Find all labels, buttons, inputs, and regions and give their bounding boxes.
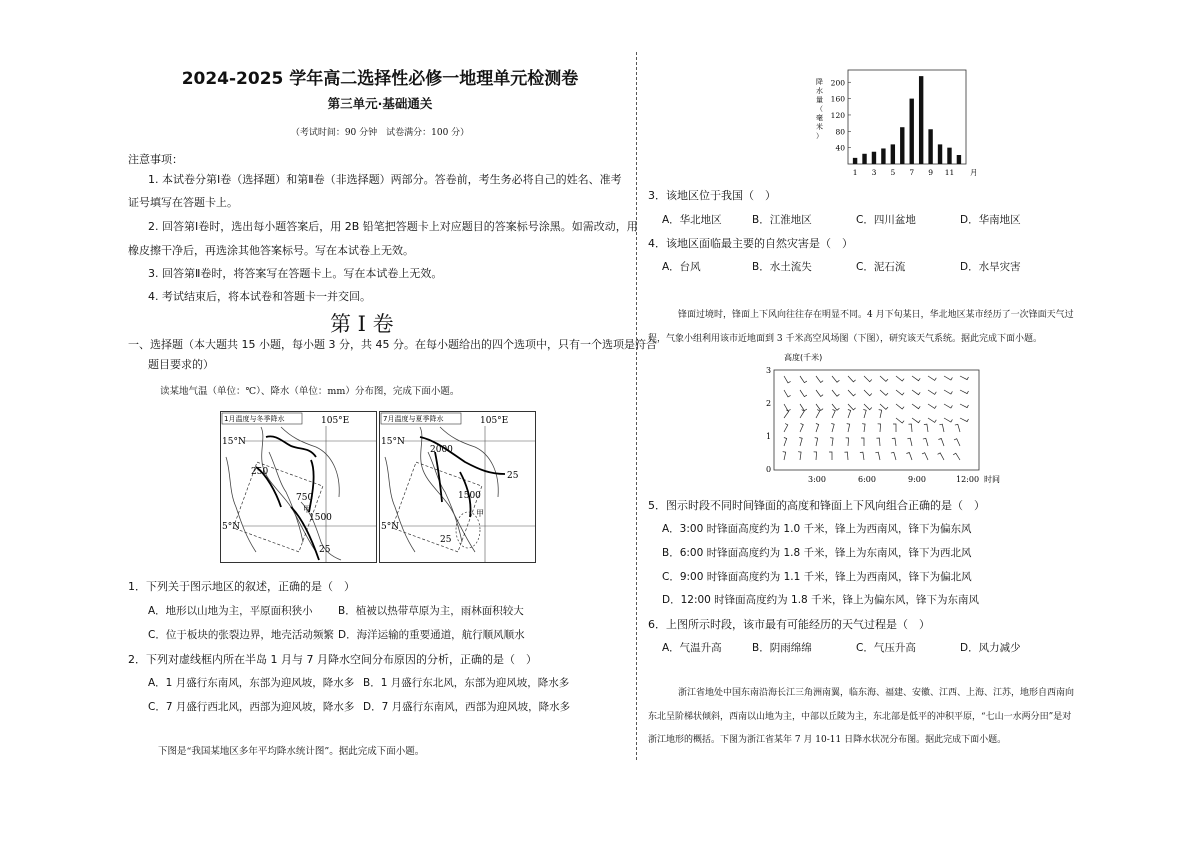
question-2-stem: 2．下列对虚线框内所在半岛 1 月与 7 月降水空间分布原因的分析，正确的是（ ） xyxy=(128,653,537,666)
wind-barb xyxy=(860,452,864,460)
y-axis-label: 毫 xyxy=(816,114,823,122)
svg-text:时间: 时间 xyxy=(984,475,1000,484)
question-6-option-d[interactable]: D．风力减少 xyxy=(960,642,1021,654)
wind-barb xyxy=(892,438,896,446)
wind-ylabel: 高度(千米) xyxy=(784,353,823,362)
wind-barb xyxy=(960,418,969,422)
wind-barb xyxy=(784,376,791,383)
note-line: 证号填写在答题卡上。 xyxy=(128,196,238,209)
wind-barb xyxy=(829,452,832,460)
question-3-option-a[interactable]: A．华北地区 xyxy=(662,214,722,226)
svg-text:甲: 甲 xyxy=(476,509,484,518)
x-axis-label: 月 xyxy=(970,168,978,177)
wind-barb xyxy=(928,390,936,394)
svg-text:1500: 1500 xyxy=(458,491,481,501)
wind-barb xyxy=(896,404,904,409)
svg-text:3:00: 3:00 xyxy=(808,475,826,484)
exam-subtitle: 第三单元·基础通关 xyxy=(327,96,433,111)
map-label: 1月温度与冬季降水 xyxy=(224,415,285,423)
x-tick-label: 3 xyxy=(871,168,877,177)
material-3-line: 程，气象小组利用该市近地面到 3 千米高空风场图（下图），研究该天气系统。据此完成下面小题。 xyxy=(648,334,1042,344)
x-tick-label: 7 xyxy=(909,168,915,177)
note-line: 橡皮擦干净后，再选涂其他答案标号。写在本试卷上无效。 xyxy=(128,244,414,257)
wind-barb xyxy=(939,424,944,432)
y-tick-label: 160 xyxy=(830,94,845,104)
wind-barb xyxy=(784,438,787,447)
x-tick-label: 9 xyxy=(928,168,933,177)
material-4-line: 浙江省地处中国东南沿海长江三角洲南翼，临东海、福建、安徽、江西、上海、江苏，地形自西南向 xyxy=(678,688,1075,698)
note-line: 3. 回答第Ⅱ卷时，将答案写在答题卡上。写在本试卷上无效。 xyxy=(148,267,443,280)
section-title: 第 I 卷 xyxy=(330,312,394,336)
wind-barb xyxy=(880,376,888,381)
question-3-option-c[interactable]: C．四川盆地 xyxy=(856,214,916,226)
wind-barb xyxy=(912,376,920,381)
question-6-option-b[interactable]: B．阴雨绵绵 xyxy=(752,642,812,654)
wind-barb xyxy=(912,390,920,395)
question-6-option-a[interactable]: A．气温升高 xyxy=(662,642,722,654)
wind-barb xyxy=(960,390,969,394)
map-label: 7月温度与夏季降水 xyxy=(383,415,444,423)
x-tick-label: 5 xyxy=(890,168,896,177)
svg-text:5°N: 5°N xyxy=(222,522,241,532)
wind-barb xyxy=(848,410,851,419)
x-tick-label: 1 xyxy=(852,168,858,177)
wind-barb xyxy=(944,418,952,422)
precip-bar xyxy=(928,129,932,164)
precip-bar xyxy=(919,76,923,164)
question-1-stem: 1．下列关于图示地区的叙述，正确的是（ ） xyxy=(128,580,355,593)
wind-barb xyxy=(800,376,807,383)
question-5-option-c[interactable]: C．9:00 时锋面高度约为 1.1 千米，锋上为西南风，锋下为偏北风 xyxy=(662,571,972,583)
question-4-option-b[interactable]: B．水土流失 xyxy=(752,261,812,273)
question-1-option-d[interactable]: D．海洋运输的重要通道，航行顺风顺水 xyxy=(338,629,525,641)
svg-text:250: 250 xyxy=(251,467,269,477)
wind-barb xyxy=(923,438,928,446)
y-tick-label: 40 xyxy=(835,143,845,153)
wind-barb xyxy=(922,453,928,460)
wind-barb xyxy=(783,452,786,460)
precip-bar xyxy=(957,155,961,164)
wind-barb xyxy=(960,376,969,380)
svg-text:5°N: 5°N xyxy=(381,522,400,532)
question-1-option-b[interactable]: B．植被以热带草原为主，雨林面积较大 xyxy=(338,605,524,617)
wind-barb xyxy=(880,404,888,409)
wind-barb xyxy=(864,390,872,396)
wind-barb xyxy=(800,410,804,418)
material-4-line: 浙江地形的概括。下图为浙江省某年 7 月 10-11 日降水状况分布图。据此完成下面小题。 xyxy=(648,735,1007,745)
wind-barb xyxy=(816,376,823,383)
precip-bar xyxy=(872,152,876,164)
note-line: 1. 本试卷分第Ⅰ卷（选择题）和第Ⅱ卷（非选择题）两部分。答卷前，考生务必将自己的姓名、准考 xyxy=(148,173,622,186)
question-5-stem: 5．图示时段不同时间锋面的高度和锋面上下风向组合正确的是（ ） xyxy=(648,499,985,512)
question-1-option-c[interactable]: C．位于板块的张裂边界，地壳活动频繁 xyxy=(148,629,334,641)
wind-barb xyxy=(784,390,791,397)
y-axis-label: 米 xyxy=(816,123,823,131)
question-2-option-b[interactable]: B．1 月盛行东北风，东部为迎风坡，降水多 xyxy=(363,677,570,689)
wind-barb xyxy=(815,438,818,446)
question-5-option-d[interactable]: D．12:00 时锋面高度约为 1.8 千米，锋上为偏东风，锋下为东南风 xyxy=(662,594,980,606)
wind-barb xyxy=(880,390,888,395)
wind-barb xyxy=(816,410,820,419)
wind-barb xyxy=(924,424,928,432)
svg-text:15°N: 15°N xyxy=(222,437,246,447)
wind-barb xyxy=(944,390,952,394)
wind-barb xyxy=(955,424,960,432)
wind-barb xyxy=(832,404,839,410)
wind-barb xyxy=(912,418,920,423)
wind-barb xyxy=(954,439,960,446)
material-1: 读某地气温（单位：℃）、降水（单位：mm）分布图，完成下面小题。 xyxy=(160,386,460,397)
wind-barb xyxy=(816,424,819,433)
wind-barb xyxy=(864,376,872,382)
svg-text:3: 3 xyxy=(766,366,772,375)
wind-barb xyxy=(848,404,856,410)
question-3-option-b[interactable]: B．江淮地区 xyxy=(752,214,812,226)
question-2-option-a[interactable]: A．1 月盛行东南风，东部为迎风坡，降水多 xyxy=(148,677,355,689)
wind-barb xyxy=(928,404,936,408)
question-4-option-a[interactable]: A．台风 xyxy=(662,261,701,273)
wind-barb xyxy=(830,438,833,446)
notes-title: 注意事项： xyxy=(128,153,183,166)
column-divider xyxy=(636,52,638,760)
precip-bar xyxy=(881,148,885,164)
exam-title: 2024-2025 学年高二选择性必修一地理单元检测卷 xyxy=(181,69,579,89)
question-4-option-d[interactable]: D．水旱灾害 xyxy=(960,261,1021,273)
svg-text:25: 25 xyxy=(440,535,452,545)
y-axis-label: 水 xyxy=(816,87,823,95)
svg-text:15°N: 15°N xyxy=(381,437,405,447)
svg-text:25: 25 xyxy=(319,545,331,555)
wind-barb xyxy=(784,424,788,433)
wind-barb xyxy=(800,404,807,411)
precip-bar xyxy=(938,144,942,164)
wind-barb xyxy=(878,424,881,432)
svg-text:25: 25 xyxy=(507,471,519,481)
map-january xyxy=(220,411,377,563)
wind-barb xyxy=(816,390,823,397)
y-tick-label: 80 xyxy=(835,127,845,137)
wind-barb xyxy=(893,424,896,432)
question-4-option-c[interactable]: C．泥石流 xyxy=(856,261,906,273)
wind-field-chart xyxy=(760,350,1000,486)
wind-barb xyxy=(938,453,944,460)
wind-barb xyxy=(928,418,936,422)
y-tick-label: 120 xyxy=(830,110,845,120)
wind-barb xyxy=(953,453,960,460)
svg-text:105°E: 105°E xyxy=(480,416,509,426)
wind-barb xyxy=(944,404,952,408)
precip-bar xyxy=(891,144,895,164)
exam-info: （考试时间：90 分钟 试卷满分：100 分） xyxy=(290,128,470,138)
wind-barb xyxy=(832,390,839,396)
y-axis-label: ） xyxy=(816,132,823,140)
precip-bar xyxy=(853,158,857,164)
wind-barb xyxy=(908,424,912,432)
svg-text:2000: 2000 xyxy=(430,445,453,455)
material-2: 下图是“我国某地区多年平均降水统计图”。据此完成下面小题。 xyxy=(158,746,425,757)
map-july xyxy=(379,411,536,563)
wind-barb xyxy=(784,404,791,411)
svg-text:105°E: 105°E xyxy=(321,416,350,426)
precip-bar xyxy=(900,127,904,164)
svg-text:9:00: 9:00 xyxy=(908,475,926,484)
wind-barb xyxy=(846,438,849,446)
wind-barb xyxy=(831,424,834,433)
svg-text:1: 1 xyxy=(766,432,772,441)
svg-text:0: 0 xyxy=(766,465,772,474)
wind-barb xyxy=(832,376,839,382)
svg-text:1500: 1500 xyxy=(309,513,332,523)
question-1-option-a[interactable]: A．地形以山地为主，平原面积狭小 xyxy=(148,605,313,617)
wind-barb xyxy=(960,404,969,408)
precip-bar xyxy=(862,154,866,164)
precip-bar xyxy=(910,99,914,164)
x-tick-label: 11 xyxy=(944,168,955,177)
question-2-option-c[interactable]: C．7 月盛行西北风，西部为迎风坡，降水多 xyxy=(148,701,355,713)
y-axis-label: 降 xyxy=(816,78,823,86)
wind-barb xyxy=(800,390,807,397)
question-3-stem: 3．该地区位于我国（ ） xyxy=(648,189,776,202)
wind-barb xyxy=(863,410,866,419)
wind-barb xyxy=(862,424,865,432)
wind-barb xyxy=(844,452,848,460)
wind-barb xyxy=(907,438,912,446)
svg-text:2: 2 xyxy=(766,399,772,408)
wind-barb xyxy=(861,438,864,446)
part1-intro-cont: 题目要求的） xyxy=(148,358,214,371)
wind-barb xyxy=(784,410,789,418)
wind-barb xyxy=(876,438,880,446)
wind-barb xyxy=(864,404,872,410)
wind-barb xyxy=(848,390,856,396)
wind-barb xyxy=(798,452,801,460)
note-line: 2. 回答第Ⅰ卷时，选出每小题答案后，用 2B 铅笔把答题卡上对应题目的答案标号涂黑。如需改动，用 xyxy=(148,220,638,233)
material-4-line: 东北呈阶梯状倾斜，西南以山地为主，中部以丘陵为主，东北部是低平的冲积平原，“七山一水两分田”是对 xyxy=(648,712,1072,722)
question-6-option-c[interactable]: C．气压升高 xyxy=(856,642,916,654)
question-3-option-d[interactable]: D．华南地区 xyxy=(960,214,1021,226)
wind-barb xyxy=(832,410,835,419)
svg-text:12:00: 12:00 xyxy=(956,475,980,484)
precipitation-chart xyxy=(810,66,980,182)
question-6-stem: 6．上图所示时段，该市最有可能经历的天气过程是（ ） xyxy=(648,618,930,631)
wind-barb xyxy=(814,452,817,460)
material-3-line: 锋面过境时，锋面上下风向往往存在明显不同。4 月下旬某日，华北地区某市经历了一次锋面天气过 xyxy=(678,310,1074,320)
wind-barb xyxy=(848,376,856,382)
wind-barb xyxy=(800,424,803,433)
wind-barb xyxy=(938,439,944,447)
wind-barb xyxy=(944,376,952,380)
wind-barb xyxy=(896,418,904,423)
wind-barb xyxy=(906,453,912,461)
wind-barb xyxy=(879,410,882,418)
wind-barb xyxy=(912,404,920,409)
y-tick-label: 200 xyxy=(830,78,845,88)
y-axis-label: （ xyxy=(816,105,823,113)
wind-barb xyxy=(875,452,880,460)
wind-barb xyxy=(799,438,802,447)
question-2-option-d[interactable]: D．7 月盛行东南风，西部为迎风坡，降水多 xyxy=(363,701,571,713)
question-5-option-a[interactable]: A．3:00 时锋面高度约为 1.0 千米，锋上为西南风，锋下为偏东风 xyxy=(662,523,972,535)
part1-intro: 一、选择题（本大题共 15 小题，每小题 3 分，共 45 分。在每小题给出的四个选项中，只有一个选项是符合 xyxy=(128,338,657,351)
svg-text:6:00: 6:00 xyxy=(858,475,876,484)
wind-barb xyxy=(896,376,904,381)
wind-barb xyxy=(816,404,823,411)
svg-text:750: 750 xyxy=(296,493,314,503)
wind-barb xyxy=(891,452,896,460)
question-5-option-b[interactable]: B．6:00 时锋面高度约为 1.8 千米，锋上为东南风，锋下为西北风 xyxy=(662,547,972,559)
note-line: 4. 考试结束后，将本试卷和答题卡一并交回。 xyxy=(148,290,371,303)
wind-barb xyxy=(847,424,850,432)
precip-bar xyxy=(947,148,951,164)
svg-text:甲: 甲 xyxy=(303,505,311,514)
wind-barb xyxy=(896,390,904,395)
wind-barb xyxy=(928,376,936,380)
y-axis-label: 量 xyxy=(816,96,823,104)
question-4-stem: 4．该地区面临最主要的自然灾害是（ ） xyxy=(648,237,853,250)
